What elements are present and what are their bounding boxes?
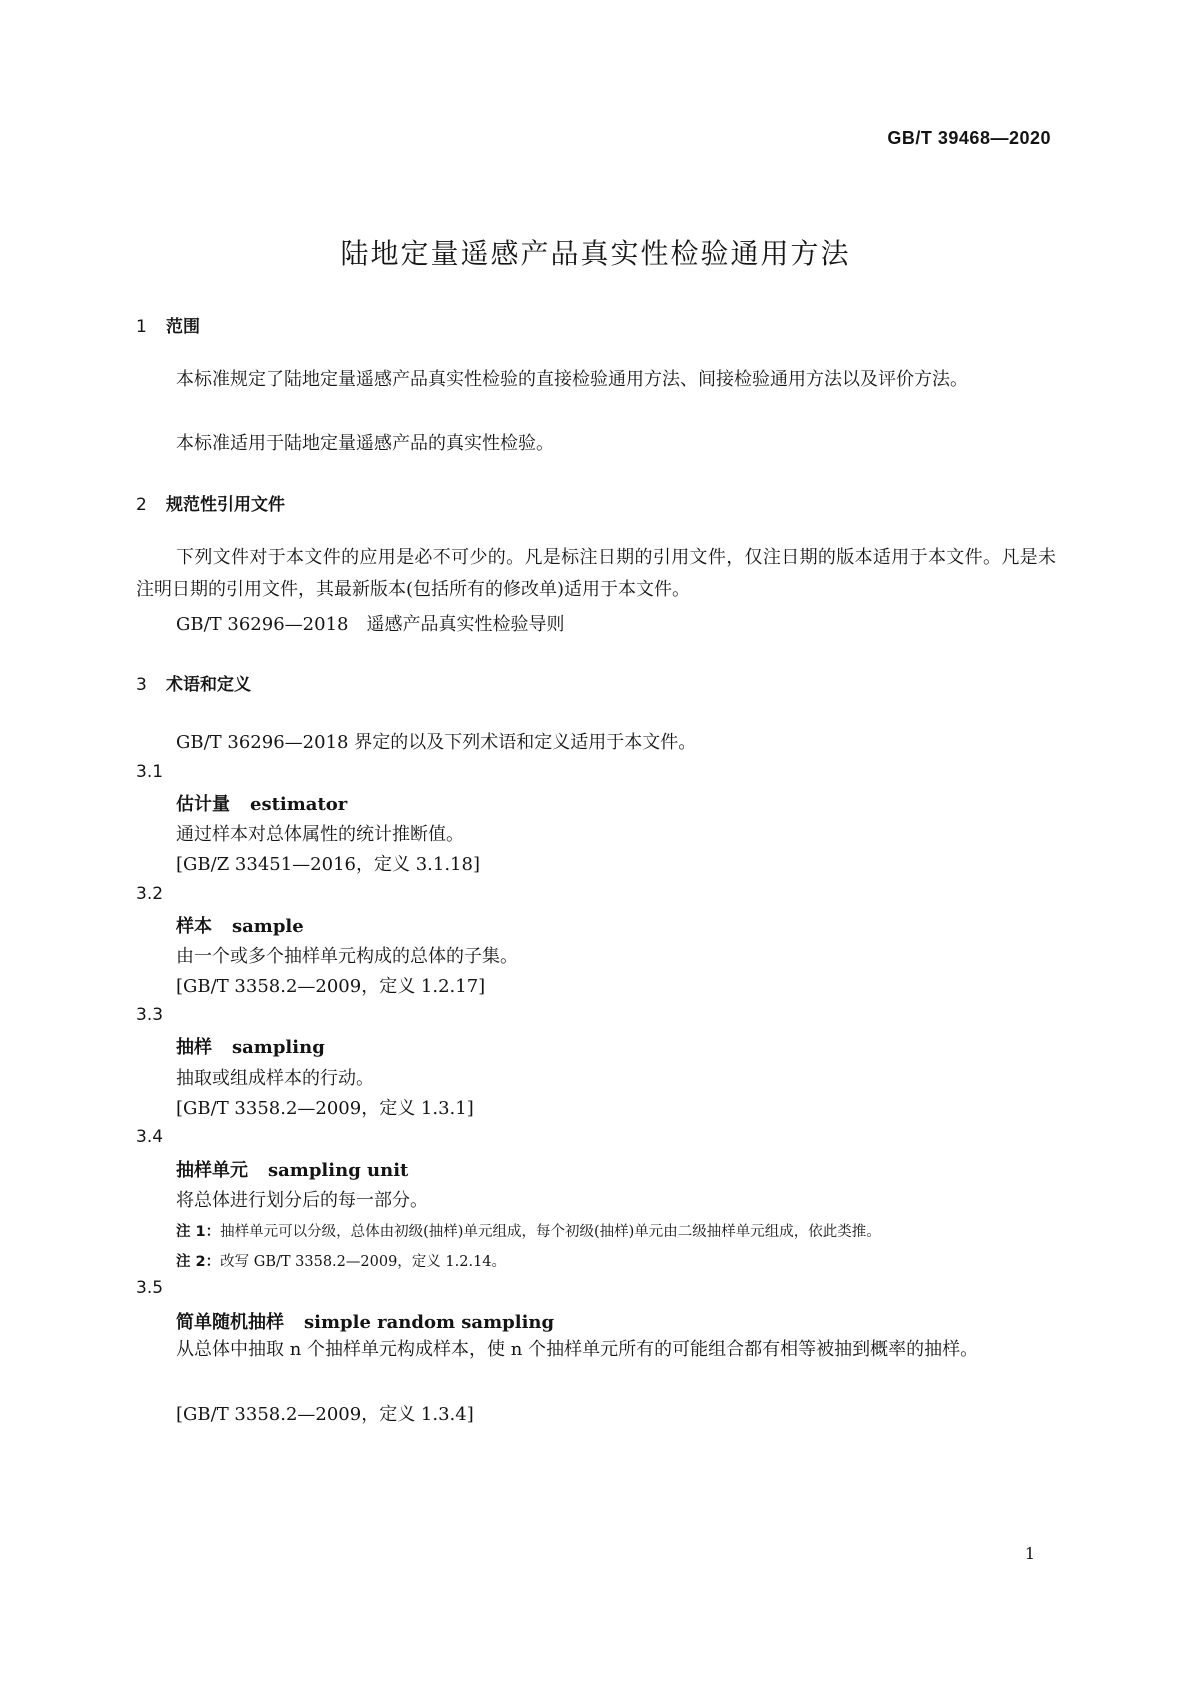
term-number: 3.2 (136, 884, 164, 904)
normative-references-paragraph: 下列文件对于本文件的应用是必不可少的。凡是标注日期的引用文件，仅注日期的版本适用于本文件。凡是未注明日期的引用文件，其最新版本(包括所有的修改单)适用于本文件。 (136, 547, 1056, 600)
term-english: sample (232, 916, 304, 937)
term-title (176, 912, 304, 938)
term-english: sampling (232, 1037, 325, 1058)
term-definition: 抽取或组成样本的行动。 (176, 1068, 374, 1089)
term-note-1 (176, 1220, 881, 1241)
term-source: [GB/T 3358.2—2009，定义 1.2.17] (176, 976, 486, 997)
term-chinese: 简单随机抽样 (176, 1312, 284, 1333)
term-title (176, 1156, 408, 1182)
term-chinese: 样本 (176, 916, 212, 937)
normative-reference-item: GB/T 36296—2018 遥感产品真实性检验导则 (176, 614, 565, 635)
page-number: 1 (1024, 1544, 1035, 1563)
standard-code: GB/T 39468—2020 (887, 128, 1051, 148)
section-title: 范围 (166, 317, 200, 337)
section-2-heading (136, 490, 285, 515)
term-number: 3.1 (136, 762, 164, 782)
section-number: 3 (136, 675, 147, 695)
term-definition: 将总体进行划分后的每一部分。 (176, 1190, 428, 1211)
term-number: 3.5 (136, 1278, 164, 1298)
term-chinese: 估计量 (176, 794, 230, 815)
term-source: [GB/Z 33451—2016，定义 3.1.18] (176, 854, 480, 875)
term-title (176, 1308, 554, 1334)
term-chinese: 抽样单元 (176, 1160, 248, 1181)
term-english: simple random sampling (304, 1312, 555, 1333)
section-1-heading (136, 312, 200, 337)
term-english: estimator (250, 794, 348, 815)
note-label: 注 2： (176, 1254, 221, 1270)
section-title: 规范性引用文件 (166, 495, 285, 515)
section-title: 术语和定义 (166, 675, 251, 695)
term-source: [GB/T 3358.2—2009，定义 1.3.4] (176, 1404, 474, 1425)
term-title (176, 1033, 325, 1059)
term-chinese: 抽样 (176, 1037, 212, 1058)
section-number: 1 (136, 317, 147, 337)
section-3-heading (136, 670, 251, 695)
note-text: 抽样单元可以分级，总体由初级(抽样)单元组成，每个初级(抽样)单元由二级抽样单元组成，依此类推。 (220, 1224, 881, 1240)
term-title (176, 790, 347, 816)
term-definition: 由一个或多个抽样单元构成的总体的子集。 (176, 946, 518, 967)
scope-paragraph-1: 本标准规定了陆地定量遥感产品真实性检验的直接检验通用方法、间接检验通用方法以及评价方法。 (176, 369, 968, 390)
term-definition: 通过样本对总体属性的统计推断值。 (176, 824, 464, 845)
term-source: [GB/T 3358.2—2009，定义 1.3.1] (176, 1098, 474, 1119)
term-number: 3.4 (136, 1127, 164, 1147)
scope-paragraph-2: 本标准适用于陆地定量遥感产品的真实性检验。 (176, 433, 554, 454)
document-title: 陆地定量遥感产品真实性检验通用方法 (340, 237, 851, 270)
section-number: 2 (136, 495, 147, 515)
term-english: sampling unit (268, 1160, 409, 1181)
term-number: 3.3 (136, 1005, 164, 1025)
terms-intro-paragraph: GB/T 36296—2018 界定的以及下列术语和定义适用于本文件。 (176, 732, 697, 753)
term-note-2 (176, 1250, 506, 1271)
note-label: 注 1： (176, 1224, 221, 1240)
note-text: 改写 GB/T 3358.2—2009，定义 1.2.14。 (220, 1254, 507, 1270)
term-definition: 从总体中抽取 n 个抽样单元构成样本，使 n 个抽样单元所有的可能组合都有相等被抽到概率的抽样。 (176, 1339, 979, 1360)
